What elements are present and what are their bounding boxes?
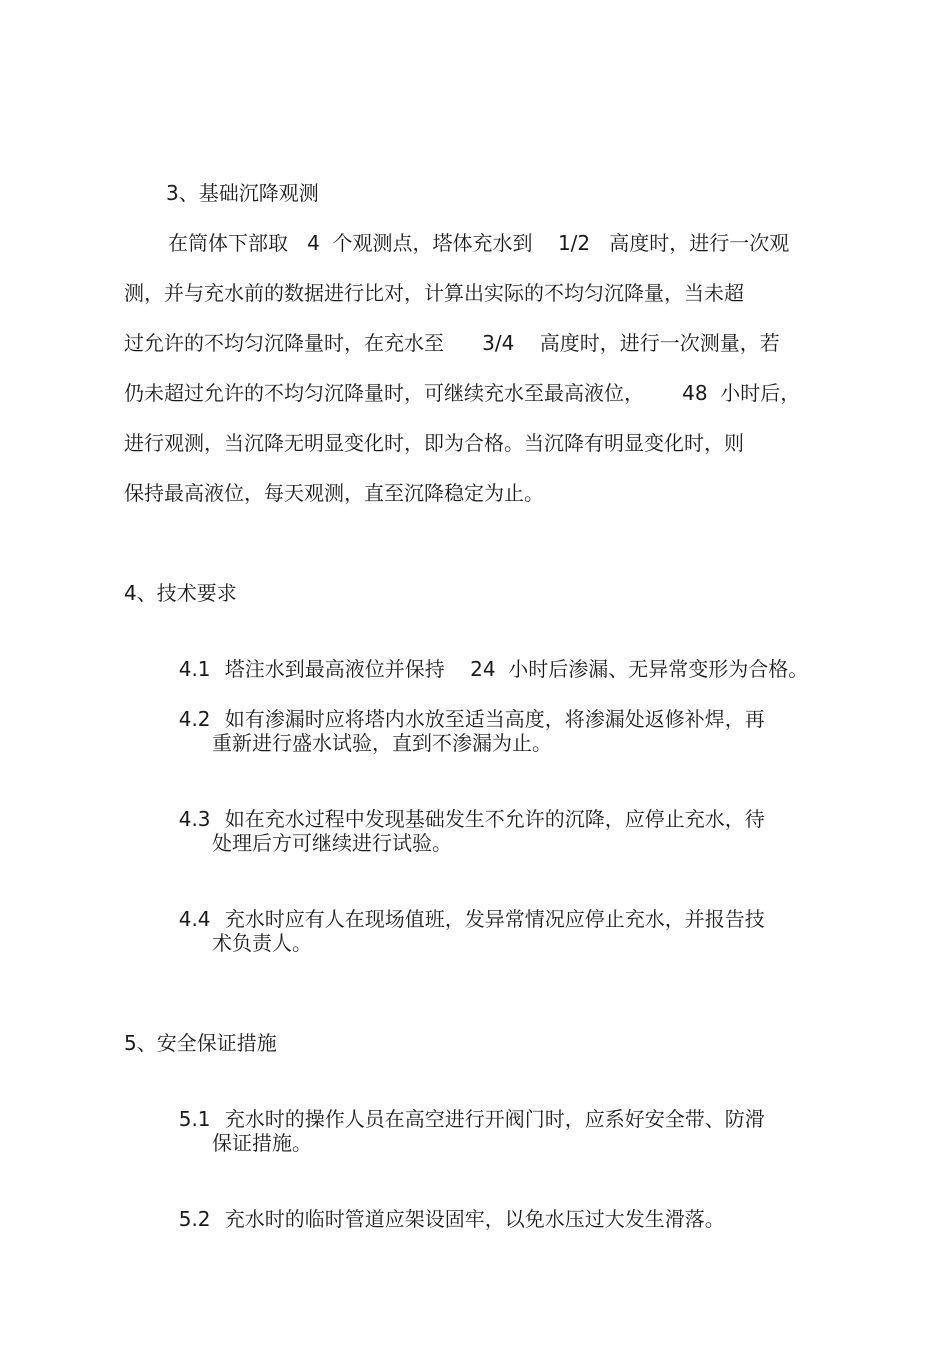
section-3-line-5: 进行观测，当沉降无明显变化时，即为合格。当沉降有明显变化时，则 — [124, 431, 744, 455]
list-item-4-4 — [166, 880, 765, 931]
item-text: 充水时应有人在现场值班，发异常情况应停止充水，并报告技 — [224, 907, 765, 931]
item-number: 4.1 — [178, 657, 211, 681]
item-text: 如在充水过程中发现基础发生不允许的沉降，应停止充水，待 — [224, 807, 765, 831]
list-item-4-2-continuation: 重新进行盛水试验，直到不渗漏为止。 — [212, 731, 552, 755]
list-item-4-2 — [166, 680, 765, 731]
item-text: 塔注水到最高液位并保持 24 小时后渗漏、无异常变形为合格。 — [224, 657, 809, 681]
list-item-5-1 — [166, 1080, 765, 1131]
list-item-5-2 — [166, 1180, 725, 1231]
section-4-heading: 4、技术要求 — [124, 581, 237, 605]
list-item-5-1-continuation: 保证措施。 — [212, 1131, 312, 1155]
item-text: 充水时的操作人员在高空进行开阀门时，应系好安全带、防滑 — [224, 1107, 765, 1131]
item-number: 4.2 — [178, 707, 211, 731]
item-text: 如有渗漏时应将塔内水放至适当高度，将渗漏处返修补焊，再 — [224, 707, 765, 731]
item-text: 充水时的临时管道应架设固牢，以免水压过大发生滑落。 — [224, 1207, 725, 1231]
item-number: 5.2 — [178, 1207, 211, 1231]
item-number: 4.4 — [178, 907, 211, 931]
list-item-4-3-continuation: 处理后方可继续进行试验。 — [212, 831, 452, 855]
section-3-line-6: 保持最高液位，每天观测，直至沉降稳定为止。 — [124, 481, 544, 505]
list-item-4-1 — [166, 630, 809, 681]
list-item-4-3 — [166, 780, 765, 831]
item-number: 5.1 — [178, 1107, 211, 1131]
list-item-4-4-continuation: 术负责人。 — [212, 931, 312, 955]
section-3-line-3: 过允许的不均匀沉降量时，在充水至 3/4 高度时，进行一次测量，若 — [124, 331, 780, 355]
section-5-heading: 5、安全保证措施 — [124, 1031, 277, 1055]
section-3-line-1: 在筒体下部取 4 个观测点，塔体充水到 1/2 高度时，进行一次观 — [168, 231, 790, 255]
section-3-line-2: 测，并与充水前的数据进行比对，计算出实际的不均匀沉降量，当未超 — [124, 281, 744, 305]
section-3-heading: 3、基础沉降观测 — [166, 181, 319, 205]
item-number: 4.3 — [178, 807, 211, 831]
section-3-line-4: 仍未超过允许的不均匀沉降量时，可继续充水至最高液位， 48 小时后， — [124, 381, 801, 405]
